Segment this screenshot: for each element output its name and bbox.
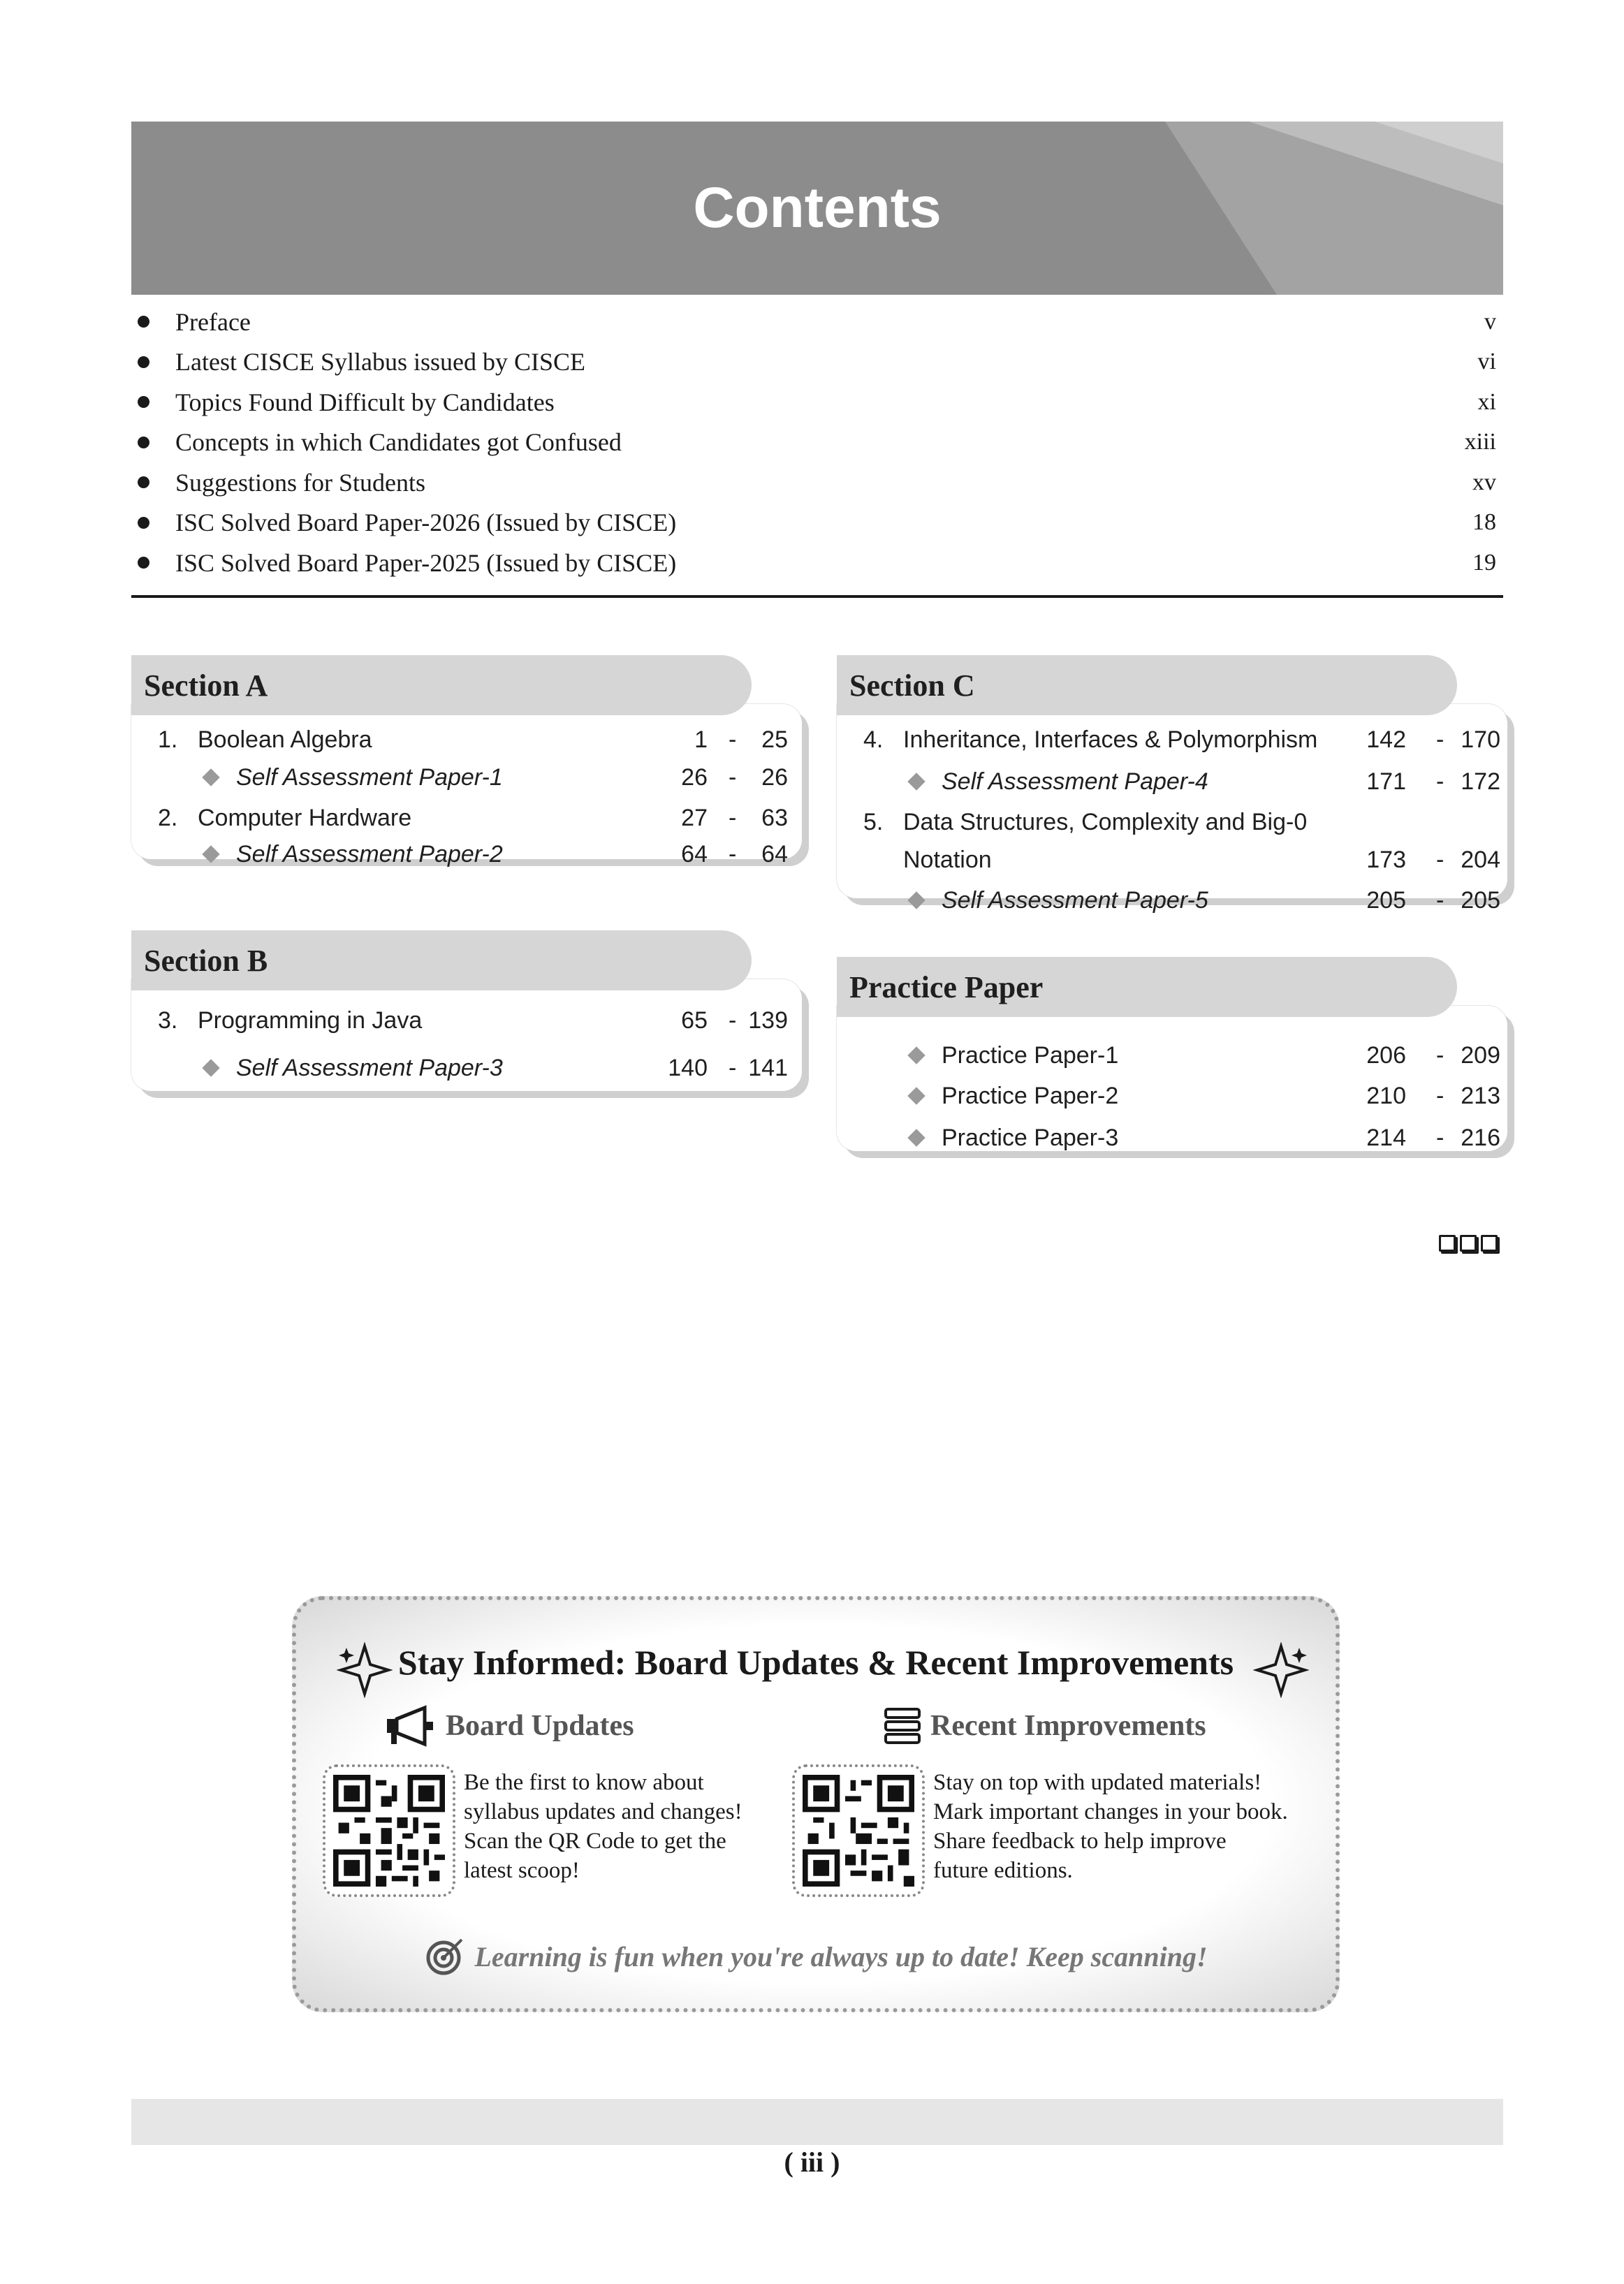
bullet-icon <box>138 437 149 448</box>
section-a-title: Section A <box>131 655 752 715</box>
toc-item[interactable]: Preface v <box>131 302 1503 342</box>
diamond-icon <box>202 845 219 863</box>
board-updates-qr-code[interactable] <box>323 1764 455 1897</box>
info-footer: Learning is fun when you're always up to date! Keep scanning! <box>296 1935 1336 1977</box>
books-icon <box>882 1705 923 1747</box>
toc-item[interactable]: ISC Solved Board Paper-2025 (Issued by CISCE) 19 <box>131 543 1503 583</box>
board-updates-heading: Board Updates <box>383 1705 634 1747</box>
toc-list <box>131 302 1503 583</box>
bullet-icon <box>138 316 149 328</box>
bullet-icon <box>138 356 149 368</box>
section-b-title: Section B <box>131 930 752 990</box>
bullet-icon <box>138 517 149 529</box>
section-c-title: Section C <box>837 655 1457 715</box>
toc-item[interactable]: Suggestions for Students xv <box>131 462 1503 503</box>
diamond-icon <box>907 1046 925 1064</box>
diamond-icon <box>907 1087 925 1104</box>
diamond-icon <box>202 768 219 786</box>
recent-improvements-text: Stay on top with updated materials! Mark important changes in your book. Share feedback to help improve future editions. <box>933 1770 1288 1883</box>
sparkle-icon <box>1253 1642 1309 1698</box>
toc-page: vi <box>1477 349 1496 375</box>
diamond-icon <box>202 1059 219 1076</box>
practice-box: Practice Paper-1 206 - 209 Practice Paper-2 210 - 213 Practice Paper-3 214 - 216 <box>837 1006 1507 1151</box>
bullet-icon <box>138 396 149 408</box>
recent-improvements-qr-code[interactable] <box>792 1764 925 1897</box>
section-c <box>837 655 1514 949</box>
section-a <box>131 655 809 907</box>
target-icon <box>424 1935 466 1977</box>
toc-item[interactable]: ISC Solved Board Paper-2026 (Issued by CISCE) 18 <box>131 503 1503 543</box>
stay-informed-box <box>292 1596 1340 2012</box>
divider <box>131 595 1503 598</box>
diamond-icon <box>907 891 925 909</box>
recent-improvements-heading: Recent Improvements <box>882 1705 1206 1747</box>
bullet-icon <box>138 476 149 488</box>
qr-code-icon <box>333 1775 445 1887</box>
end-mark-icon <box>1439 1235 1498 1252</box>
bullet-icon <box>138 557 149 569</box>
diamond-icon <box>907 773 925 790</box>
page-title: Contents <box>693 176 942 240</box>
section-c-box: 4. Inheritance, Interfaces & Polymorphism 142 - 170 Self Assessment Paper-4 171 - 172 5. Data Structures, Complexity and Big-0 Notation 173 - 204 Self Assessment Paper-5 205 - 205 <box>837 704 1507 898</box>
toc-page: 19 <box>1472 549 1496 576</box>
toc-item[interactable]: Latest CISCE Syllabus issued by CISCE vi <box>131 342 1503 383</box>
section-b <box>131 930 809 1112</box>
section-practice <box>837 957 1514 1166</box>
megaphone-icon <box>383 1705 439 1747</box>
info-title: Stay Informed: Board Updates & Recent Improvements <box>397 1643 1234 1682</box>
toc-page: 18 <box>1472 509 1496 536</box>
toc-page: v <box>1484 308 1496 335</box>
toc-page: xi <box>1477 388 1496 415</box>
section-b-box: 3. Programming in Java 65 - 139 Self Assessment Paper-3 140 - 141 <box>131 979 802 1091</box>
footer-band <box>131 2099 1503 2145</box>
toc-item[interactable]: Topics Found Difficult by Candidates xi <box>131 382 1503 423</box>
qr-code-icon <box>803 1775 914 1887</box>
board-updates-text: Be the first to know about syllabus updates and changes! Scan the QR Code to get the latest scoop! <box>464 1770 742 1883</box>
diamond-icon <box>907 1129 925 1146</box>
contents-banner <box>131 122 1503 295</box>
toc-item[interactable]: Concepts in which Candidates got Confused xiii <box>131 423 1503 463</box>
toc-page: xiii <box>1464 429 1496 455</box>
page-number: ( iii ) <box>784 2146 840 2178</box>
section-a-box: 1. Boolean Algebra 1 - 25 Self Assessment Paper-1 26 - 26 2. Computer Hardware 27 - 63 Self Assessment Paper-2 64 - 64 <box>131 704 802 859</box>
practice-title: Practice Paper <box>837 957 1457 1017</box>
toc-page: xv <box>1472 469 1496 495</box>
